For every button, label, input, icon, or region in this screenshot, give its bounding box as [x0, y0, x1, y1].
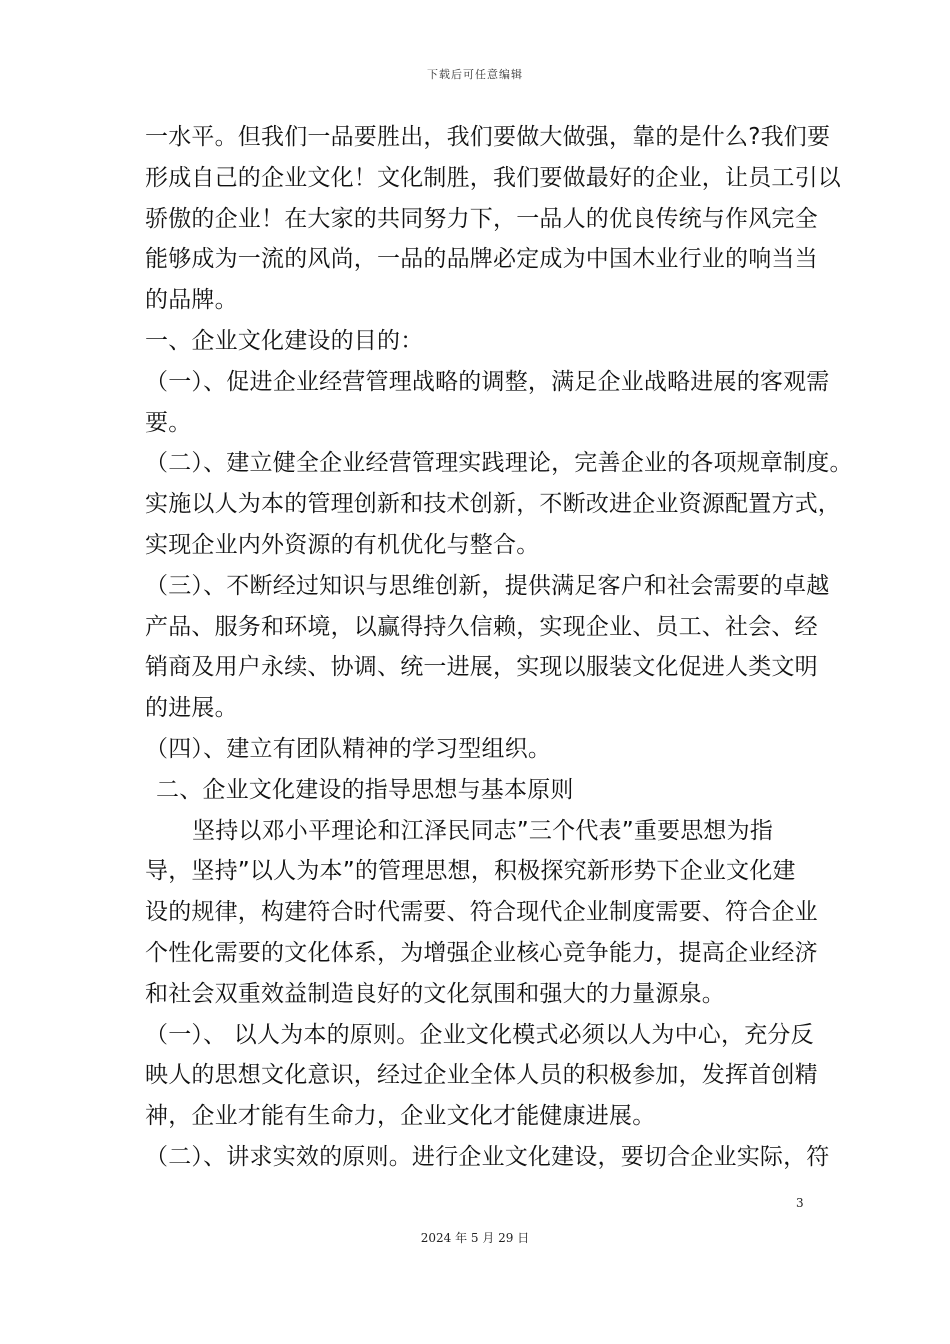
text-line: （一）、 以人为本的原则。企业文化模式必须以人为中心，充分反	[145, 1021, 814, 1048]
text-line: 坚持以邓小平理论和江泽民同志”三个代表”重要思想为指	[192, 817, 774, 844]
text-line: （一）、促进企业经营管理战略的调整，满足企业战略进展的客观需	[145, 368, 830, 395]
text-line: 要。	[145, 409, 192, 436]
text-line: 能够成为一流的风尚，一品的品牌必定成为中国木业行业的响当当	[145, 246, 818, 273]
text-line: 形成自己的企业文化！文化制胜，我们要做最好的企业，让员工引以	[145, 164, 841, 191]
text-line: 实现企业内外资源的有机优化与整合。	[145, 531, 540, 558]
text-line: 骄傲的企业！在大家的共同努力下，一品人的优良传统与作风完全	[145, 205, 818, 232]
document-body	[145, 117, 853, 1178]
text-line: 映人的思想文化意识，经过企业全体人员的积极参加，发挥首创精	[145, 1062, 818, 1089]
text-line: 销商及用户永续、协调、统一进展，实现以服装文化促进人类文明	[145, 654, 818, 681]
text-line: 导，坚持”以人为本”的管理思想，积极探究新形势下企业文化建	[145, 858, 796, 885]
text-line: （二）、建立健全企业经营管理实践理论，完善企业的各项规章制度。	[145, 450, 853, 477]
text-line: 一水平。但我们一品要胜出，我们要做大做强，靠的是什么?我们要	[145, 124, 831, 150]
text-line: 实施以人为本的管理创新和技术创新，不断改进企业资源配置方式，	[145, 491, 841, 518]
text-line: 的品牌。	[145, 287, 238, 314]
text-line: 产品、服务和环境，以赢得持久信赖，实现企业、员工、社会、经	[145, 613, 818, 640]
section-heading: 一、企业文化建设的目的：	[145, 327, 424, 354]
page-header: 下载后可任意编辑	[427, 68, 523, 81]
text-line: （二）、讲求实效的原则。进行企业文化建设，要切合企业实际，符	[145, 1143, 830, 1170]
page-number: 3	[796, 1196, 804, 1210]
text-line: 设的规律，构建符合时代需要、符合现代企业制度需要、符合企业	[145, 899, 818, 926]
section-heading: 二、企业文化建设的指导思想与基本原则	[156, 776, 574, 803]
page-footer-date: 2024 年 5 月 29 日	[420, 1231, 530, 1245]
text-line: 和社会双重效益制造良好的文化氛围和强大的力量源泉。	[145, 980, 725, 1007]
text-line: 个性化需要的文化体系，为增强企业核心竞争能力，提高企业经济	[145, 939, 818, 966]
text-line: （三）、不断经过知识与思维创新，提供满足客户和社会需要的卓越	[145, 572, 830, 599]
text-line: 的进展。	[145, 695, 238, 722]
text-line: 神，企业才能有生命力，企业文化才能健康进展。	[145, 1103, 656, 1130]
text-line: （四）、建立有团队精神的学习型组织。	[145, 735, 552, 762]
